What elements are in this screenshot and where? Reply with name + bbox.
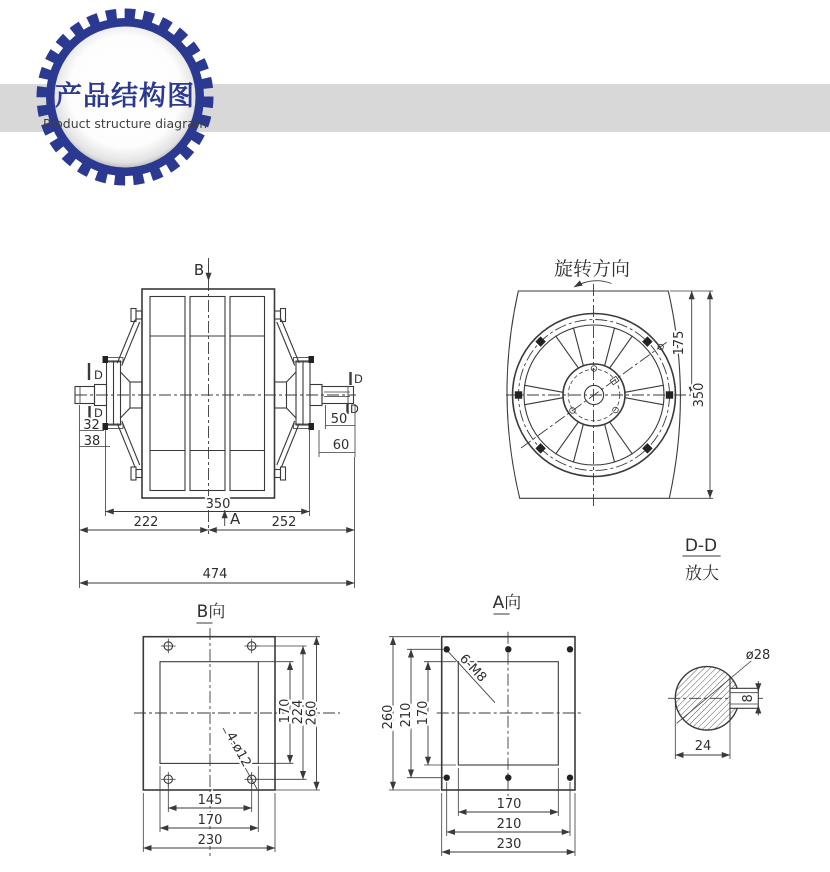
- dim-diameter-28: ø28: [745, 648, 771, 663]
- section-d-label: D: [350, 402, 359, 416]
- dim-260: 260: [304, 700, 320, 726]
- view-a-arrow-label: A: [230, 510, 241, 528]
- view-b-arrow-label: B: [193, 261, 205, 279]
- dim-32: 32: [83, 418, 100, 433]
- dim-170: 170: [416, 700, 431, 726]
- view-a-title: A向: [492, 593, 522, 613]
- section-dd-subtitle: 放大: [685, 564, 719, 584]
- dim-145: 145: [197, 793, 223, 808]
- dim-350: 350: [205, 497, 231, 512]
- section-dd-title: D-D: [684, 536, 718, 556]
- view-b-title: B向: [196, 602, 226, 622]
- hole-note-4-d12: 4-ø12: [222, 729, 254, 770]
- dim-175: 175: [672, 330, 687, 356]
- dim-170h: 170: [197, 813, 223, 828]
- dim-224: 224: [291, 699, 306, 725]
- dim-38: 38: [83, 434, 101, 449]
- dim-474: 474: [202, 567, 228, 582]
- logo-title-en: Product structure diagram: [42, 116, 208, 131]
- dim-230: 230: [496, 837, 522, 852]
- dim-170h: 170: [496, 797, 522, 812]
- section-d-label: D: [94, 406, 103, 420]
- section-d-label: D: [94, 368, 103, 382]
- dim-252: 252: [271, 515, 297, 530]
- section-d-label: D: [354, 372, 363, 386]
- dim-210: 210: [399, 702, 414, 728]
- logo-title-zh: 产品结构图: [55, 81, 195, 112]
- dim-flat-24: 24: [694, 739, 712, 754]
- dim-260: 260: [381, 704, 396, 730]
- rotation-direction-label: 旋转方向: [553, 258, 631, 280]
- dim-350: 350: [692, 382, 707, 408]
- gear-logo: [42, 14, 208, 180]
- dim-222: 222: [133, 515, 159, 530]
- dim-60: 60: [332, 438, 350, 453]
- dim-50: 50: [330, 412, 348, 427]
- dim-key-8: 8: [741, 694, 756, 703]
- hole-note-6-m8: 6-M8: [456, 651, 490, 686]
- dim-230: 230: [197, 833, 223, 848]
- dim-210h: 210: [496, 817, 522, 832]
- dim-170: 170: [278, 698, 293, 724]
